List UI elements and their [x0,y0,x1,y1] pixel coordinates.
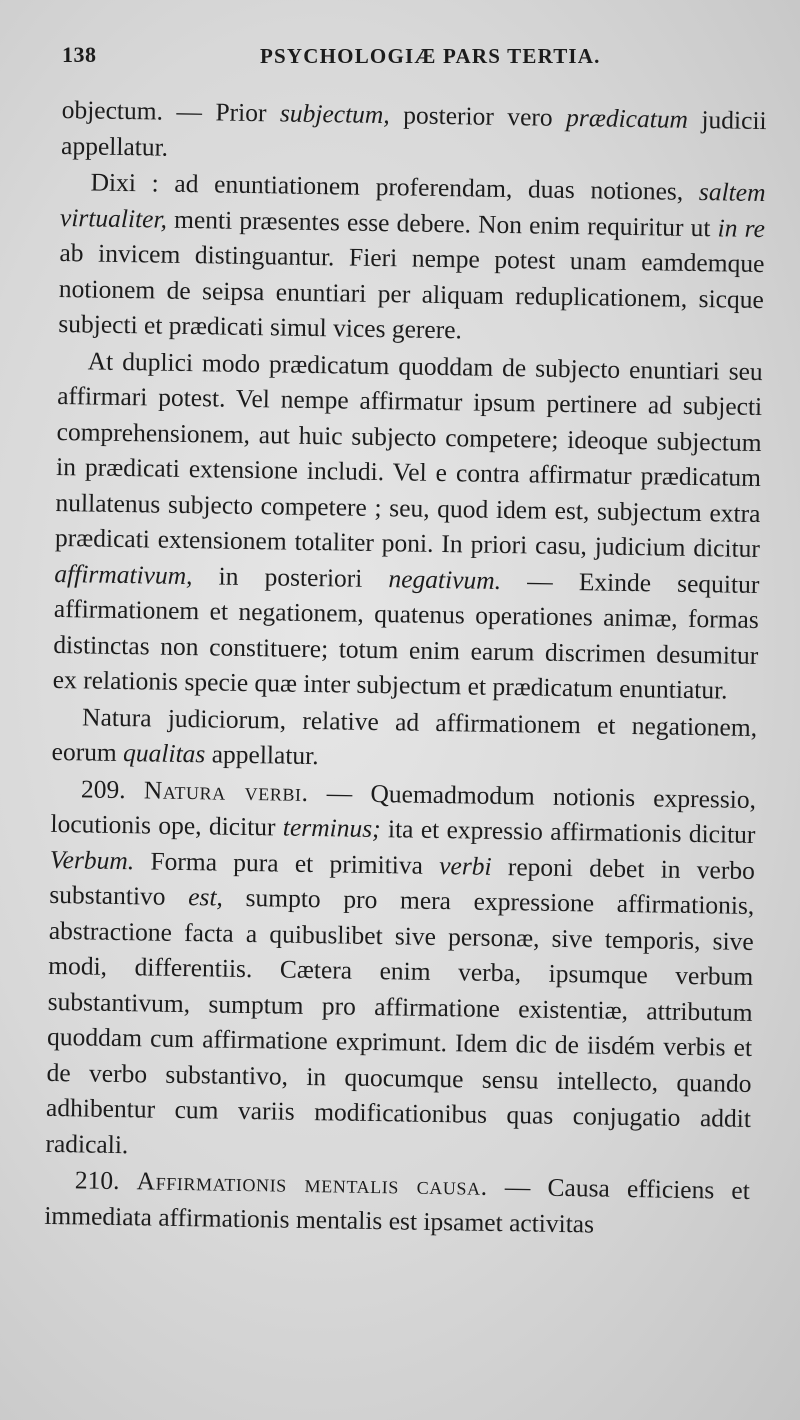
running-head: PSYCHOLOGIÆ PARS TERTIA. [260,44,601,68]
text-run: ab invicem distinguantur. Fieri nempe potest unam eamdemque notionem de seipsa enuntiari per aliquam reduplicationem, sicque subjecti et prædicati simul vices gerere. [58,237,765,345]
paragraph-5-natura-verbi [45,770,756,1172]
italic-term: terminus; [282,812,381,844]
text-run: 209. [80,773,145,804]
page-header [62,42,738,78]
text-run: 210. [74,1165,137,1196]
paragraph-6-affirmationis-causa [44,1162,750,1244]
section-heading: Affirmationis mentalis causa. [136,1166,488,1201]
italic-term: verbi [439,850,492,881]
text-run: Natura judiciorum, relative ad affirmationem et negationem, eorum [51,701,758,768]
text-run: objectum. — Prior [61,94,281,128]
paragraph-2 [58,164,766,353]
text-run: Forma pura et primitiva [134,845,440,880]
paragraph-1 [61,92,767,174]
text-run: — Causa efficiens et immediata affirmationis mentalis est ipsamet activitas [44,1171,751,1238]
section-heading: Natura verbi. [143,774,309,807]
page-number: 138 [62,42,97,67]
italic-term: in re [717,212,766,243]
text-run: At duplici modo prædicatum quoddam de subjecto enuntiari seu affirmari potest. Vel nempe affirmatur ipsum pertinere ad subjecti comprehensionem, aut huic subjecto competere; ideoque subjectum in prædicati extensione includi. Vel e contra affirmatur prædicatum nullatenus subjecto competere ; seu, quod idem est, subjectum extra prædicati extensionem totaliter poni. In priori casu, judicium dicitur [54,345,763,564]
italic-term: subjectum, [279,98,390,130]
italic-term: affirmativum, [54,558,193,590]
italic-term: est, [188,882,224,912]
italic-term: qualitas [122,738,206,769]
italic-term: saltem virtualiter, [59,177,766,234]
text-run: menti præsentes esse debere. Non enim requiritur ut [166,204,718,242]
paragraph-4 [51,698,757,780]
text-run: posterior vero [389,100,567,132]
text-run: sumpto pro mera expressione affirmationis, abstractione facta a quibuslibet sive personæ, sive temporis, sive modi, differentiis. Cætera enim verba, ipsumque verbum substantivum, sumptum pro affirmatione existentiæ, attributum quoddam cum affirmatione exprimunt. Idem dic de iisdém verbis et de verbo substantivo, in quocumque sensu intellecto, quando adhibentur cum variis modificationibus quas conjugatio addit radicali. [45,882,755,1159]
italic-term: prædicatum [565,102,689,134]
text-run: reponi debet in verbo substantivo [49,851,756,912]
text-run: — Exinde sequitur affirmationem et negationem, quatenus operationes animæ, formas distinctas non constituere; totum enim earum discrimen desumitur ex relationis specie quæ inter subjectum et prædicatum enuntiatur. [52,565,760,705]
text-run: — Quemadmodum notionis expressio, locutionis ope, dicitur [50,777,757,842]
italic-term: Verbum. [49,844,135,875]
text-run: ita et expressio affirmationis dicitur [380,814,756,849]
paragraph-3 [52,342,762,708]
text-run: judicii appellatur. [60,104,767,162]
body-text [44,92,767,1245]
text-run: appellatur. [205,739,319,771]
italic-term: negativum. [388,563,502,595]
text-run: Dixi : ad enuntiationem proferendam, duas notiones, [90,167,700,207]
text-run: in posteriori [192,560,389,593]
